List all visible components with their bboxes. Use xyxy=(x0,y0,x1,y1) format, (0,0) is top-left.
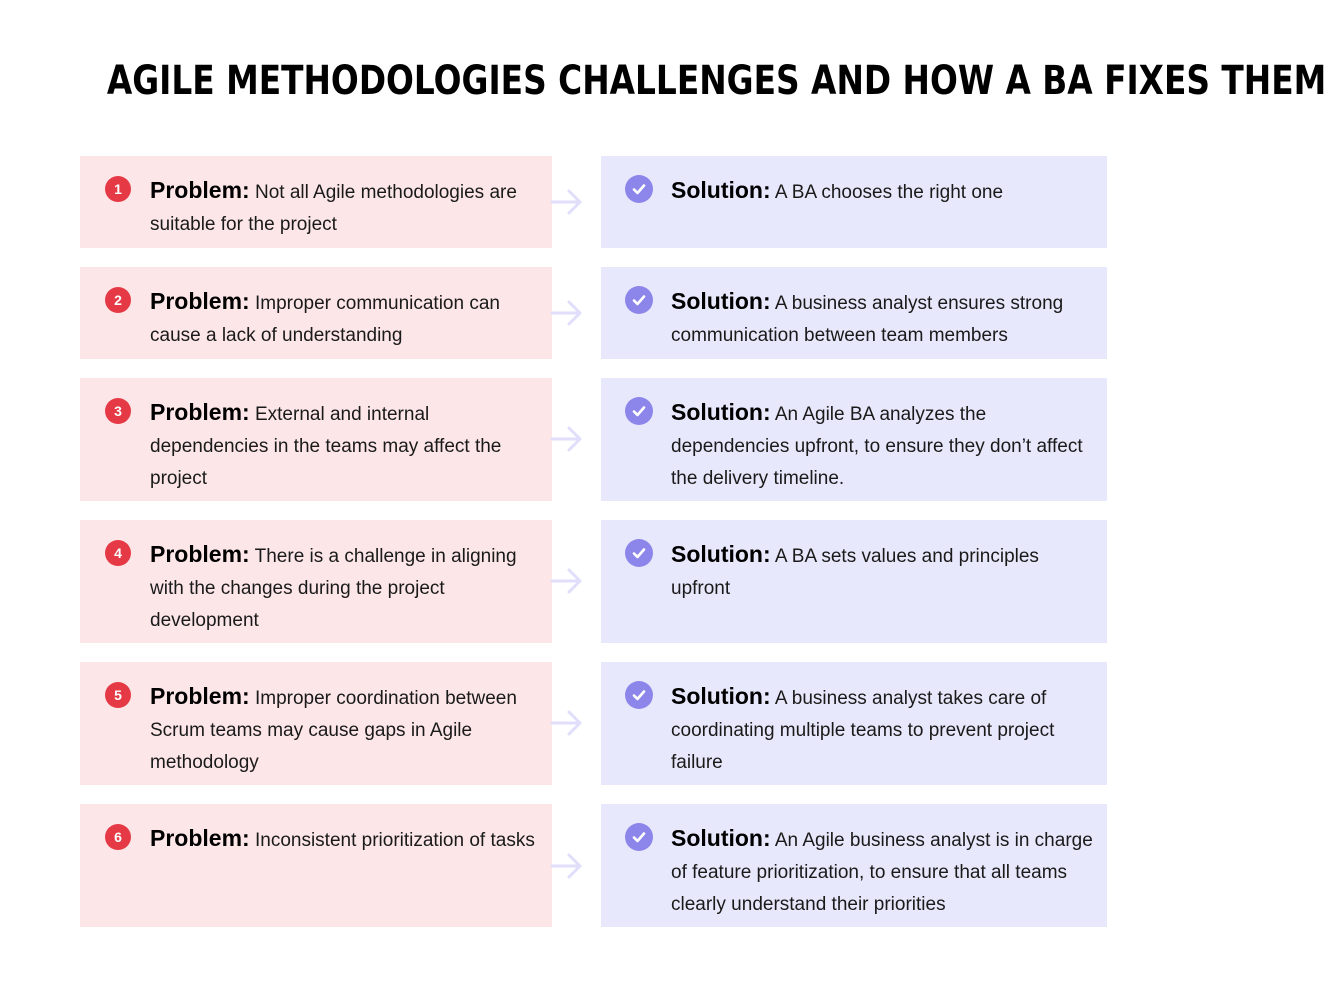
row-3 xyxy=(80,378,1107,501)
solution-label: Solution: xyxy=(671,288,771,314)
arrow-right-icon xyxy=(550,709,584,737)
problem-label: Problem: xyxy=(150,177,250,203)
problem-card xyxy=(80,662,552,785)
number-badge: 2 xyxy=(105,287,131,313)
solution-label: Solution: xyxy=(671,825,771,851)
problem-card xyxy=(80,378,552,501)
check-circle-icon xyxy=(625,175,653,203)
check-circle-icon xyxy=(625,681,653,709)
solution-text: An Agile BA analyzes the dependencies upfront, to ensure they don’t affect the delivery timeline. xyxy=(671,404,1083,489)
solution-label: Solution: xyxy=(671,683,771,709)
arrow-right-icon xyxy=(550,567,584,595)
problem-text: Inconsistent prioritization of tasks xyxy=(254,830,535,851)
solution-card xyxy=(601,804,1107,927)
solution-card xyxy=(601,156,1107,248)
number-badge: 6 xyxy=(105,824,131,850)
solution-text: A BA chooses the right one xyxy=(774,182,1004,203)
problem-card xyxy=(80,156,552,248)
problem-text: There is a challenge in aligning with the changes during the project development xyxy=(150,546,517,631)
problem-text: Not all Agile methodologies are suitable for the project xyxy=(150,182,517,235)
solution-card xyxy=(601,267,1107,359)
solution-label: Solution: xyxy=(671,541,771,567)
solution-text: A BA sets values and principles upfront xyxy=(671,546,1039,599)
problem-text: External and internal dependencies in the teams may affect the project xyxy=(150,404,502,489)
row-4 xyxy=(80,520,1107,643)
problem-label: Problem: xyxy=(150,399,250,425)
arrow-right-icon xyxy=(550,425,584,453)
problem-label: Problem: xyxy=(150,683,250,709)
problem-card xyxy=(80,267,552,359)
solution-card xyxy=(601,520,1107,643)
solution-label: Solution: xyxy=(671,177,771,203)
check-circle-icon xyxy=(625,397,653,425)
check-circle-icon xyxy=(625,286,653,314)
problem-text: Improper communication can cause a lack of understanding xyxy=(150,293,500,346)
problem-text: Improper coordination between Scrum teams may cause gaps in Agile methodology xyxy=(150,688,517,773)
solution-text: A business analyst takes care of coordinating multiple teams to prevent project failure xyxy=(671,688,1055,773)
number-badge: 3 xyxy=(105,398,131,424)
problem-label: Problem: xyxy=(150,288,250,314)
number-badge: 5 xyxy=(105,682,131,708)
solution-text: A business analyst ensures strong communication between team members xyxy=(671,293,1064,346)
arrow-right-icon xyxy=(550,852,584,880)
row-1 xyxy=(80,156,1107,248)
solution-label: Solution: xyxy=(671,399,771,425)
solution-text: An Agile business analyst is in charge of feature prioritization, to ensure that all teams clearly understand their priorities xyxy=(671,830,1093,915)
problem-label: Problem: xyxy=(150,541,250,567)
row-2 xyxy=(80,267,1107,359)
solution-card xyxy=(601,662,1107,785)
problem-label: Problem: xyxy=(150,825,250,851)
arrow-right-icon xyxy=(550,299,584,327)
problem-card xyxy=(80,520,552,643)
row-6 xyxy=(80,804,1107,927)
check-circle-icon xyxy=(625,539,653,567)
check-circle-icon xyxy=(625,823,653,851)
row-5 xyxy=(80,662,1107,785)
page-title: AGILE METHODOLOGIES CHALLENGES AND HOW A BA FIXES THEM xyxy=(106,58,1326,104)
number-badge: 1 xyxy=(105,176,131,202)
number-badge: 4 xyxy=(105,540,131,566)
arrow-right-icon xyxy=(550,188,584,216)
solution-card xyxy=(601,378,1107,501)
problem-card xyxy=(80,804,552,927)
